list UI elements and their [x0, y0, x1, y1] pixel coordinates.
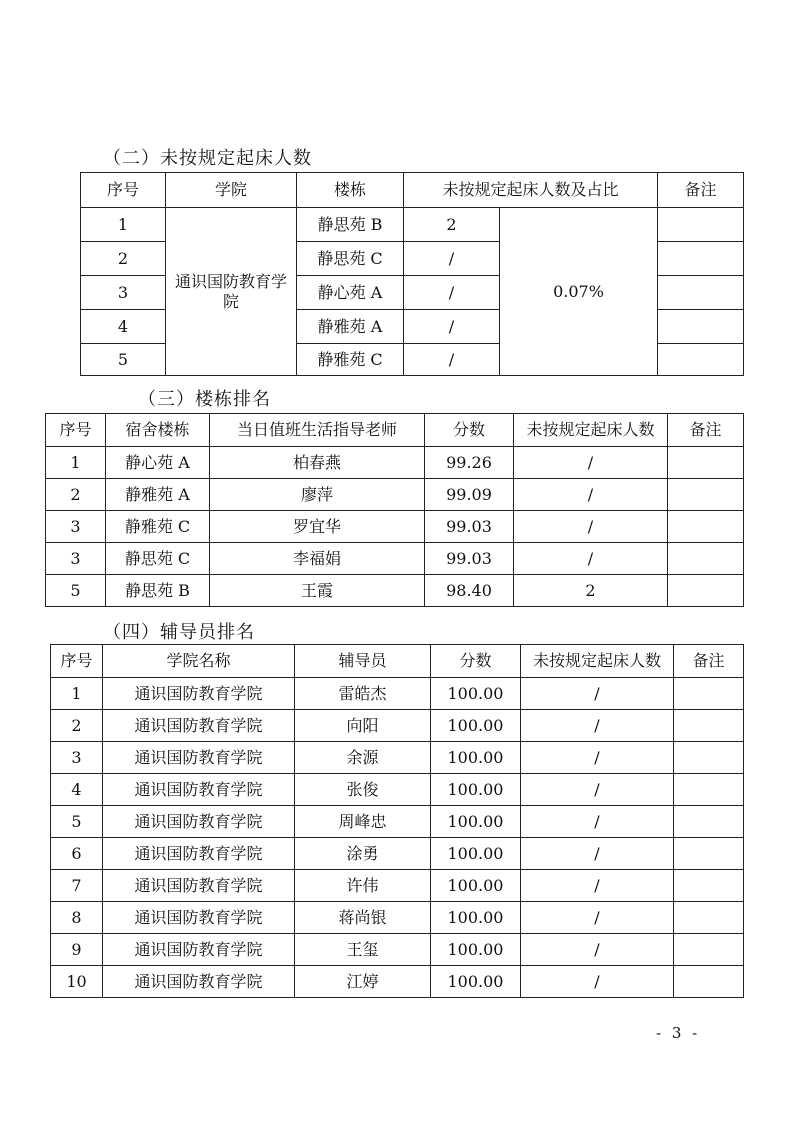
table-row: [51, 742, 744, 774]
cell-counselor: 涂勇: [295, 838, 431, 870]
table-row: [51, 838, 744, 870]
cell-no: 2: [51, 710, 103, 742]
cell-building: 静雅苑 A: [106, 479, 210, 511]
cell-building: 静心苑 A: [106, 447, 210, 479]
cell-remark: [674, 742, 744, 774]
cell-remark: [674, 838, 744, 870]
cell-count: /: [514, 511, 668, 543]
cell-count: /: [514, 447, 668, 479]
cell-no: 6: [51, 838, 103, 870]
cell-remark: [674, 710, 744, 742]
cell-remark: [674, 678, 744, 710]
cell-score: 100.00: [431, 678, 521, 710]
cell-no: 3: [46, 543, 106, 575]
header-score: 分数: [425, 414, 514, 447]
header-building: 楼栋: [297, 173, 404, 208]
cell-count: /: [404, 276, 500, 310]
cell-score: 100.00: [431, 870, 521, 902]
cell-score: 99.09: [425, 479, 514, 511]
header-count-ratio: 未按规定起床人数及占比: [404, 173, 658, 208]
page-number: - 3 -: [656, 1024, 701, 1042]
table-row: [51, 902, 744, 934]
cell-college: 通识国防教育学院: [103, 678, 295, 710]
table-row: [46, 543, 744, 575]
section3-table: [45, 413, 744, 607]
section4-heading: （四）辅导员排名: [103, 622, 255, 643]
cell-building: 静雅苑 C: [297, 344, 404, 376]
cell-no: 1: [46, 447, 106, 479]
cell-building: 静雅苑 A: [297, 310, 404, 344]
cell-counselor: 蒋尚银: [295, 902, 431, 934]
table-header-row: [81, 173, 744, 208]
header-no: 序号: [51, 645, 103, 678]
cell-remark: [674, 934, 744, 966]
header-remark: 备注: [674, 645, 744, 678]
section4-table: [50, 644, 744, 998]
cell-building: 静思苑 B: [297, 208, 404, 242]
cell-score: 100.00: [431, 966, 521, 998]
cell-college: 通识国防教育学院: [103, 870, 295, 902]
cell-score: 100.00: [431, 934, 521, 966]
cell-remark: [668, 511, 744, 543]
cell-count: /: [521, 966, 674, 998]
header-building: 宿舍楼栋: [106, 414, 210, 447]
header-score: 分数: [431, 645, 521, 678]
cell-score: 99.26: [425, 447, 514, 479]
cell-remark: [658, 242, 744, 276]
cell-no: 2: [81, 242, 166, 276]
cell-score: 100.00: [431, 838, 521, 870]
cell-count: /: [404, 310, 500, 344]
cell-no: 4: [51, 774, 103, 806]
cell-teacher: 王霞: [210, 575, 425, 607]
cell-counselor: 周峰忠: [295, 806, 431, 838]
header-count: 未按规定起床人数: [521, 645, 674, 678]
cell-college: 通识国防教育学院: [103, 710, 295, 742]
cell-remark: [674, 806, 744, 838]
header-remark: 备注: [668, 414, 744, 447]
cell-count: /: [404, 242, 500, 276]
cell-college: 通识国防教育学院: [103, 742, 295, 774]
cell-no: 3: [46, 511, 106, 543]
cell-teacher: 柏春燕: [210, 447, 425, 479]
table-header-row: [51, 645, 744, 678]
cell-remark: [674, 966, 744, 998]
cell-teacher: 廖萍: [210, 479, 425, 511]
header-no: 序号: [46, 414, 106, 447]
cell-no: 5: [51, 806, 103, 838]
table-row: [46, 447, 744, 479]
cell-no: 3: [81, 276, 166, 310]
cell-remark: [658, 344, 744, 376]
cell-remark: [668, 575, 744, 607]
cell-count: /: [514, 479, 668, 511]
cell-count: 2: [404, 208, 500, 242]
cell-score: 99.03: [425, 511, 514, 543]
cell-no: 8: [51, 902, 103, 934]
cell-score: 100.00: [431, 902, 521, 934]
cell-count: /: [404, 344, 500, 376]
cell-score: 100.00: [431, 774, 521, 806]
cell-counselor: 张俊: [295, 774, 431, 806]
cell-score: 98.40: [425, 575, 514, 607]
cell-remark: [668, 447, 744, 479]
cell-score: 100.00: [431, 710, 521, 742]
header-college: 学院名称: [103, 645, 295, 678]
cell-remark: [658, 208, 744, 242]
cell-count: /: [521, 838, 674, 870]
cell-no: 9: [51, 934, 103, 966]
cell-building: 静心苑 A: [297, 276, 404, 310]
header-college: 学院: [166, 173, 297, 208]
cell-score: 100.00: [431, 742, 521, 774]
cell-building: 静雅苑 C: [106, 511, 210, 543]
header-count: 未按规定起床人数: [514, 414, 668, 447]
cell-counselor: 江婷: [295, 966, 431, 998]
cell-counselor: 雷皓杰: [295, 678, 431, 710]
cell-ratio: 0.07%: [500, 208, 658, 376]
table-row: [51, 934, 744, 966]
table-row: [51, 806, 744, 838]
cell-no: 2: [46, 479, 106, 511]
cell-count: /: [521, 774, 674, 806]
table-row: [46, 511, 744, 543]
section3-heading: （三）楼栋排名: [138, 389, 271, 410]
table-row: [46, 575, 744, 607]
cell-no: 3: [51, 742, 103, 774]
cell-count: /: [514, 543, 668, 575]
cell-remark: [658, 310, 744, 344]
table-row: [51, 966, 744, 998]
cell-college: 通识国防教育学院: [103, 934, 295, 966]
cell-counselor: 王玺: [295, 934, 431, 966]
cell-remark: [658, 276, 744, 310]
cell-count: 2: [514, 575, 668, 607]
section2-table: [80, 172, 744, 376]
header-no: 序号: [81, 173, 166, 208]
table-row: [46, 479, 744, 511]
header-counselor: 辅导员: [295, 645, 431, 678]
cell-count: /: [521, 934, 674, 966]
cell-score: 100.00: [431, 806, 521, 838]
table-header-row: [46, 414, 744, 447]
cell-teacher: 罗宜华: [210, 511, 425, 543]
cell-score: 99.03: [425, 543, 514, 575]
cell-no: 7: [51, 870, 103, 902]
cell-remark: [674, 870, 744, 902]
cell-count: /: [521, 870, 674, 902]
table-row: [51, 774, 744, 806]
header-remark: 备注: [658, 173, 744, 208]
cell-college: 通识国防教育学院: [166, 208, 297, 376]
cell-college: 通识国防教育学院: [103, 966, 295, 998]
cell-college: 通识国防教育学院: [103, 806, 295, 838]
cell-count: /: [521, 806, 674, 838]
cell-remark: [668, 543, 744, 575]
cell-building: 静思苑 C: [297, 242, 404, 276]
table-row: [81, 208, 744, 242]
cell-college: 通识国防教育学院: [103, 902, 295, 934]
header-teacher: 当日值班生活指导老师: [210, 414, 425, 447]
cell-building: 静思苑 B: [106, 575, 210, 607]
cell-building: 静思苑 C: [106, 543, 210, 575]
cell-counselor: 向阳: [295, 710, 431, 742]
table-row: [51, 870, 744, 902]
cell-remark: [674, 902, 744, 934]
cell-no: 5: [81, 344, 166, 376]
cell-college: 通识国防教育学院: [103, 838, 295, 870]
section2-heading: （二）未按规定起床人数: [103, 148, 312, 169]
cell-count: /: [521, 678, 674, 710]
cell-counselor: 余源: [295, 742, 431, 774]
cell-count: /: [521, 710, 674, 742]
cell-college: 通识国防教育学院: [103, 774, 295, 806]
cell-counselor: 许伟: [295, 870, 431, 902]
cell-no: 1: [51, 678, 103, 710]
cell-remark: [674, 774, 744, 806]
cell-no: 5: [46, 575, 106, 607]
cell-remark: [668, 479, 744, 511]
cell-no: 4: [81, 310, 166, 344]
cell-count: /: [521, 902, 674, 934]
cell-count: /: [521, 742, 674, 774]
table-row: [51, 678, 744, 710]
cell-teacher: 李福娟: [210, 543, 425, 575]
cell-no: 10: [51, 966, 103, 998]
table-row: [51, 710, 744, 742]
cell-no: 1: [81, 208, 166, 242]
